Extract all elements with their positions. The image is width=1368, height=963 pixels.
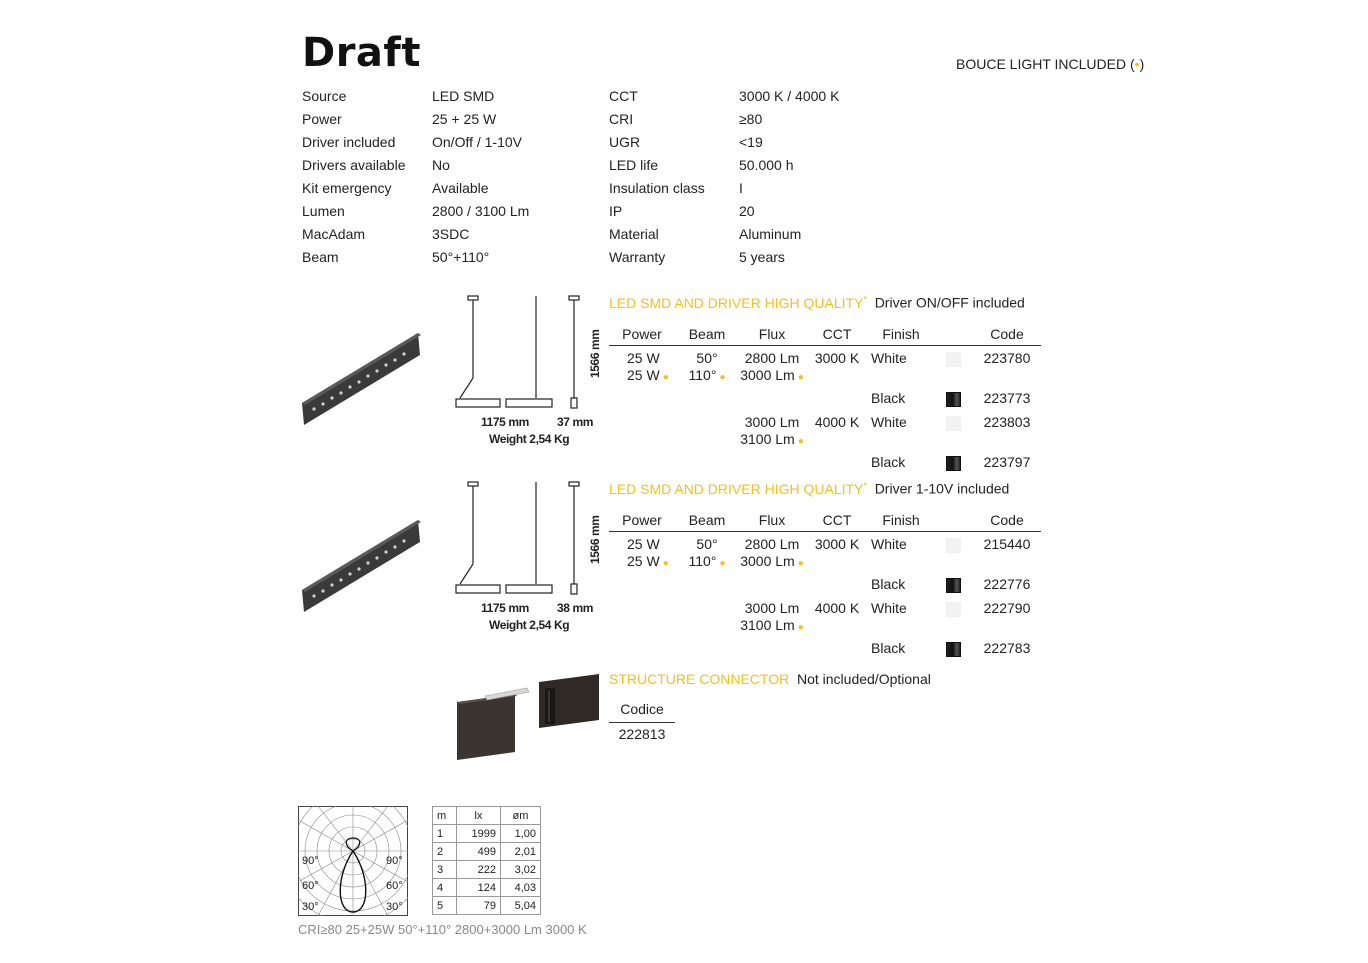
- section-title: [609, 294, 1025, 311]
- spec-value: Aluminum: [739, 226, 802, 242]
- table-row: [609, 410, 1041, 450]
- beam-cell: [675, 386, 739, 410]
- cct-cell: [805, 386, 869, 410]
- lux-row: [433, 861, 541, 879]
- finish-cell: [869, 636, 933, 660]
- spec-value: 2800 / 3100 Lm: [432, 203, 530, 219]
- power-value-row: [627, 553, 675, 572]
- section-title-rest: Driver 1-10V included: [874, 480, 1010, 497]
- lux-row: [433, 879, 541, 897]
- finish-name: White: [871, 536, 907, 552]
- flux-value: 3000 Lm: [740, 367, 795, 383]
- code-cell: [973, 386, 1041, 410]
- spec-row: [302, 154, 582, 177]
- power-cell: [609, 532, 675, 573]
- spec-label: Driver included: [302, 134, 396, 150]
- product-table-grid: [609, 509, 1041, 660]
- cct-value: 3000 K: [814, 536, 860, 552]
- spec-label: CCT: [609, 88, 638, 104]
- column-header: Power: [609, 509, 675, 532]
- spec-row: [609, 246, 889, 269]
- power-cell: [609, 386, 675, 410]
- finish-name: White: [871, 350, 907, 366]
- table-header-row: [609, 323, 1041, 346]
- finish-cell: [869, 386, 933, 410]
- table-row: [609, 346, 1041, 387]
- spec-label: Warranty: [609, 249, 666, 265]
- spec-row: [609, 200, 889, 223]
- connector-title-accent: STRUCTURE CONNECTOR: [609, 671, 790, 687]
- lux-cell: 3: [433, 861, 457, 879]
- product-table: [609, 323, 1041, 474]
- power-cell: [609, 572, 675, 596]
- spec-row: [609, 108, 889, 131]
- column-header: [933, 323, 973, 346]
- angle-label-60-left: 60°: [302, 880, 319, 892]
- swatch-cell: [933, 450, 973, 474]
- column-header: Power: [609, 323, 675, 346]
- spec-row: [302, 177, 582, 200]
- beam-value: 50°: [696, 350, 718, 366]
- code-cell: [973, 596, 1041, 636]
- table-header-row: [609, 509, 1041, 532]
- spec-row: [302, 200, 582, 223]
- flux-cell: [739, 386, 805, 410]
- code-cell: [973, 572, 1041, 596]
- cct-value: 4000 K: [814, 414, 860, 430]
- code-cell: [973, 450, 1041, 474]
- spec-value: LED SMD: [432, 88, 495, 104]
- product-code: 222776: [983, 576, 1031, 592]
- connector-image: [455, 672, 601, 762]
- product-code: 223803: [983, 414, 1031, 430]
- lux-cell: 5: [433, 897, 457, 915]
- bounce-light-note: [956, 56, 1144, 72]
- flux-value: 3000 Lm: [740, 553, 795, 569]
- angle-label-90-right: 90°: [386, 855, 403, 867]
- spec-label: Material: [609, 226, 659, 242]
- connector-code-header: Codice: [609, 701, 675, 723]
- black-swatch: [946, 642, 961, 657]
- table-row: [609, 572, 1041, 596]
- connector-code: 222813: [618, 726, 666, 742]
- connector-title-rest: Not included/Optional: [796, 671, 931, 687]
- spec-label: MacAdam: [302, 226, 366, 242]
- spec-value: 25 + 25 W: [432, 111, 497, 127]
- spec-value: <19: [739, 134, 763, 150]
- finish-name: Black: [871, 390, 906, 406]
- spec-value: 50°+110°: [432, 249, 490, 265]
- weight-label: Weight 2,54 Kg: [489, 432, 570, 446]
- cct-cell: [805, 532, 869, 573]
- spec-label: Power: [302, 111, 342, 127]
- cct-cell: [805, 596, 869, 636]
- code-cell: [973, 532, 1041, 573]
- angle-label-90-left: 90°: [302, 855, 319, 867]
- finish-name: White: [871, 414, 907, 430]
- lux-cell: 2,01: [500, 843, 540, 861]
- spec-row: [609, 223, 889, 246]
- technical-drawing: [452, 478, 607, 603]
- finish-name: White: [871, 600, 907, 616]
- cct-cell: [805, 572, 869, 596]
- section-title-accent: LED SMD AND DRIVER HIGH QUALITY: [609, 480, 864, 497]
- white-swatch: [946, 602, 961, 617]
- flux-cell: [739, 450, 805, 474]
- photometry-footer: CRI≥80 25+25W 50°+110° 2800+3000 Lm 3000 K: [298, 922, 587, 937]
- spec-value: I: [739, 180, 743, 196]
- lux-cell: 79: [456, 897, 500, 915]
- spec-label: LED life: [609, 157, 659, 173]
- table-row: [609, 596, 1041, 636]
- finish-name: Black: [871, 576, 906, 592]
- dimension-height: 1566 mm: [588, 515, 602, 564]
- column-header: [933, 509, 973, 532]
- lux-cell: 1,00: [500, 825, 540, 843]
- flux-value-row: [739, 431, 805, 450]
- angle-label-30-left: 30°: [302, 901, 319, 913]
- flux-value-row: [739, 617, 805, 636]
- beam-value-row: [675, 367, 739, 386]
- lux-cell: 1: [433, 825, 457, 843]
- power-value-row: [627, 367, 675, 386]
- swatch-cell: [933, 596, 973, 636]
- spec-value: Available: [432, 180, 489, 196]
- spec-row: [609, 131, 889, 154]
- finish-cell: [869, 410, 933, 450]
- lux-cell: 124: [456, 879, 500, 897]
- spec-value: 3000 K / 4000 K: [739, 88, 840, 104]
- cct-value: 4000 K: [814, 600, 860, 616]
- product-code: 222790: [983, 600, 1031, 616]
- connector-table: [609, 701, 675, 742]
- lux-header: øm: [500, 807, 540, 825]
- power-cell: [609, 596, 675, 636]
- spec-label: Source: [302, 88, 347, 104]
- lux-cell: 1999: [456, 825, 500, 843]
- lux-row: [433, 897, 541, 915]
- beam-cell: [675, 532, 739, 573]
- flux-value-row: [739, 553, 805, 572]
- dimension-length: 1175 mm: [481, 601, 529, 615]
- spec-row: [302, 131, 582, 154]
- page-title: Draft: [302, 30, 421, 76]
- column-header: Finish: [869, 323, 933, 346]
- cct-cell: [805, 636, 869, 660]
- black-swatch: [946, 392, 961, 407]
- power-value: 25 W: [627, 553, 660, 569]
- column-header: Code: [973, 509, 1041, 532]
- power-cell: [609, 450, 675, 474]
- power-value: 25 W: [627, 367, 660, 383]
- column-header: Flux: [739, 323, 805, 346]
- power-cell: [609, 410, 675, 450]
- code-cell: [973, 410, 1041, 450]
- code-cell: [973, 636, 1041, 660]
- black-swatch: [946, 456, 961, 471]
- yellow-dot-icon: ●: [719, 558, 726, 569]
- bounce-light-close: ): [1139, 56, 1145, 72]
- beam-value: 110°: [688, 553, 717, 569]
- dimension-height: 1566 mm: [588, 329, 602, 378]
- beam-cell: [675, 596, 739, 636]
- swatch-cell: [933, 346, 973, 387]
- yellow-dot-icon: •: [1134, 56, 1140, 72]
- cct-value: 3000 K: [814, 350, 860, 366]
- spec-label: UGR: [609, 134, 641, 150]
- product-code: 223780: [983, 350, 1031, 366]
- dimension-width: 38 mm: [557, 601, 594, 615]
- power-cell: [609, 636, 675, 660]
- beam-value: 110°: [688, 367, 717, 383]
- yellow-dot-icon: ●: [797, 436, 804, 447]
- flux-value: 3000 Lm: [744, 600, 800, 616]
- section-title-mark: *: [863, 480, 867, 490]
- cct-cell: [805, 410, 869, 450]
- swatch-cell: [933, 636, 973, 660]
- spec-row: [302, 85, 582, 108]
- section-title-rest: Driver ON/OFF included: [874, 294, 1025, 311]
- spec-value: 3SDC: [432, 226, 470, 242]
- bounce-light-text: BOUCE LIGHT INCLUDED (: [956, 56, 1135, 72]
- spec-row: [302, 246, 582, 269]
- lux-table: [432, 806, 541, 915]
- table-row: [609, 450, 1041, 474]
- spec-row: [609, 154, 889, 177]
- column-header: CCT: [805, 509, 869, 532]
- product-table-grid: [609, 323, 1041, 474]
- yellow-dot-icon: ●: [797, 372, 804, 383]
- lux-cell: 4: [433, 879, 457, 897]
- spec-value: ≥80: [739, 111, 763, 127]
- flux-value: 2800 Lm: [744, 350, 800, 366]
- flux-cell: [739, 410, 805, 450]
- section-title-mark: *: [863, 294, 867, 304]
- lux-cell: 2: [433, 843, 457, 861]
- black-swatch: [946, 578, 961, 593]
- white-swatch: [946, 416, 961, 431]
- lux-cell: 5,04: [500, 897, 540, 915]
- angle-label-60-right: 60°: [386, 880, 403, 892]
- swatch-cell: [933, 386, 973, 410]
- table-row: [609, 532, 1041, 573]
- angle-label-30-right: 30°: [386, 901, 403, 913]
- weight-label: Weight 2,54 Kg: [489, 618, 570, 632]
- flux-cell: [739, 572, 805, 596]
- flux-value: 3000 Lm: [744, 414, 800, 430]
- specs-left: [302, 85, 582, 269]
- flux-value: 3100 Lm: [740, 431, 795, 447]
- product-code: 222783: [983, 640, 1031, 656]
- finish-cell: [869, 450, 933, 474]
- yellow-dot-icon: ●: [662, 372, 669, 383]
- lux-cell: 4,03: [500, 879, 540, 897]
- yellow-dot-icon: ●: [797, 558, 804, 569]
- beam-value: 50°: [696, 536, 718, 552]
- beam-cell: [675, 572, 739, 596]
- specs-right: [609, 85, 889, 269]
- product-code: 223797: [983, 454, 1031, 470]
- spec-row: [609, 85, 889, 108]
- spec-value: 20: [739, 203, 755, 219]
- flux-value-row: [739, 367, 805, 386]
- spec-row: [302, 223, 582, 246]
- swatch-cell: [933, 532, 973, 573]
- spec-label: Drivers available: [302, 157, 406, 173]
- beam-value-row: [675, 553, 739, 572]
- table-row: [609, 636, 1041, 660]
- column-header: CCT: [805, 323, 869, 346]
- spec-label: Kit emergency: [302, 180, 392, 196]
- technical-drawing: [452, 292, 607, 417]
- column-header: Beam: [675, 323, 739, 346]
- yellow-dot-icon: ●: [719, 372, 726, 383]
- product-code: 223773: [983, 390, 1031, 406]
- power-value: 25 W: [627, 536, 660, 552]
- flux-cell: [739, 532, 805, 573]
- yellow-dot-icon: ●: [662, 558, 669, 569]
- product-table: [609, 509, 1041, 660]
- section-title-accent: LED SMD AND DRIVER HIGH QUALITY: [609, 294, 864, 311]
- spec-label: Beam: [302, 249, 339, 265]
- lux-row: [433, 825, 541, 843]
- spec-value: No: [432, 157, 450, 173]
- swatch-cell: [933, 572, 973, 596]
- connector-title: [609, 671, 931, 687]
- beam-cell: [675, 450, 739, 474]
- column-header: Flux: [739, 509, 805, 532]
- flux-cell: [739, 636, 805, 660]
- spec-row: [302, 108, 582, 131]
- product-code: 215440: [983, 536, 1031, 552]
- cct-cell: [805, 346, 869, 387]
- lux-cell: 499: [456, 843, 500, 861]
- spec-label: CRI: [609, 111, 634, 127]
- lux-grid: [432, 806, 541, 915]
- fixture-image: [300, 512, 425, 612]
- lux-header-row: [433, 807, 541, 825]
- spec-label: Insulation class: [609, 180, 705, 196]
- finish-cell: [869, 346, 933, 387]
- spec-row: [609, 177, 889, 200]
- spec-label: IP: [609, 203, 623, 219]
- lux-header: lx: [456, 807, 500, 825]
- spec-label: Lumen: [302, 203, 345, 219]
- column-header: Finish: [869, 509, 933, 532]
- power-cell: [609, 346, 675, 387]
- lux-header: m: [433, 807, 457, 825]
- spec-value: 50.000 h: [739, 157, 794, 173]
- flux-cell: [739, 596, 805, 636]
- flux-value: 2800 Lm: [744, 536, 800, 552]
- power-value: 25 W: [627, 350, 660, 366]
- beam-cell: [675, 636, 739, 660]
- lux-cell: 3,02: [500, 861, 540, 879]
- finish-name: Black: [871, 454, 906, 470]
- lux-cell: 222: [456, 861, 500, 879]
- column-header: Code: [973, 323, 1041, 346]
- column-header: Beam: [675, 509, 739, 532]
- dimension-length: 1175 mm: [481, 415, 529, 429]
- beam-cell: [675, 410, 739, 450]
- fixture-image: [300, 325, 425, 425]
- code-cell: [973, 346, 1041, 387]
- beam-cell: [675, 346, 739, 387]
- flux-value: 3100 Lm: [740, 617, 795, 633]
- flux-cell: [739, 346, 805, 387]
- cct-cell: [805, 450, 869, 474]
- finish-cell: [869, 596, 933, 636]
- white-swatch: [946, 352, 961, 367]
- lux-row: [433, 843, 541, 861]
- finish-cell: [869, 532, 933, 573]
- section-title: [609, 480, 1009, 497]
- yellow-dot-icon: ●: [797, 622, 804, 633]
- finish-cell: [869, 572, 933, 596]
- table-row: [609, 386, 1041, 410]
- dimension-width: 37 mm: [557, 415, 594, 429]
- finish-name: Black: [871, 640, 906, 656]
- spec-value: On/Off / 1-10V: [432, 134, 523, 150]
- white-swatch: [946, 538, 961, 553]
- spec-value: 5 years: [739, 249, 785, 265]
- swatch-cell: [933, 410, 973, 450]
